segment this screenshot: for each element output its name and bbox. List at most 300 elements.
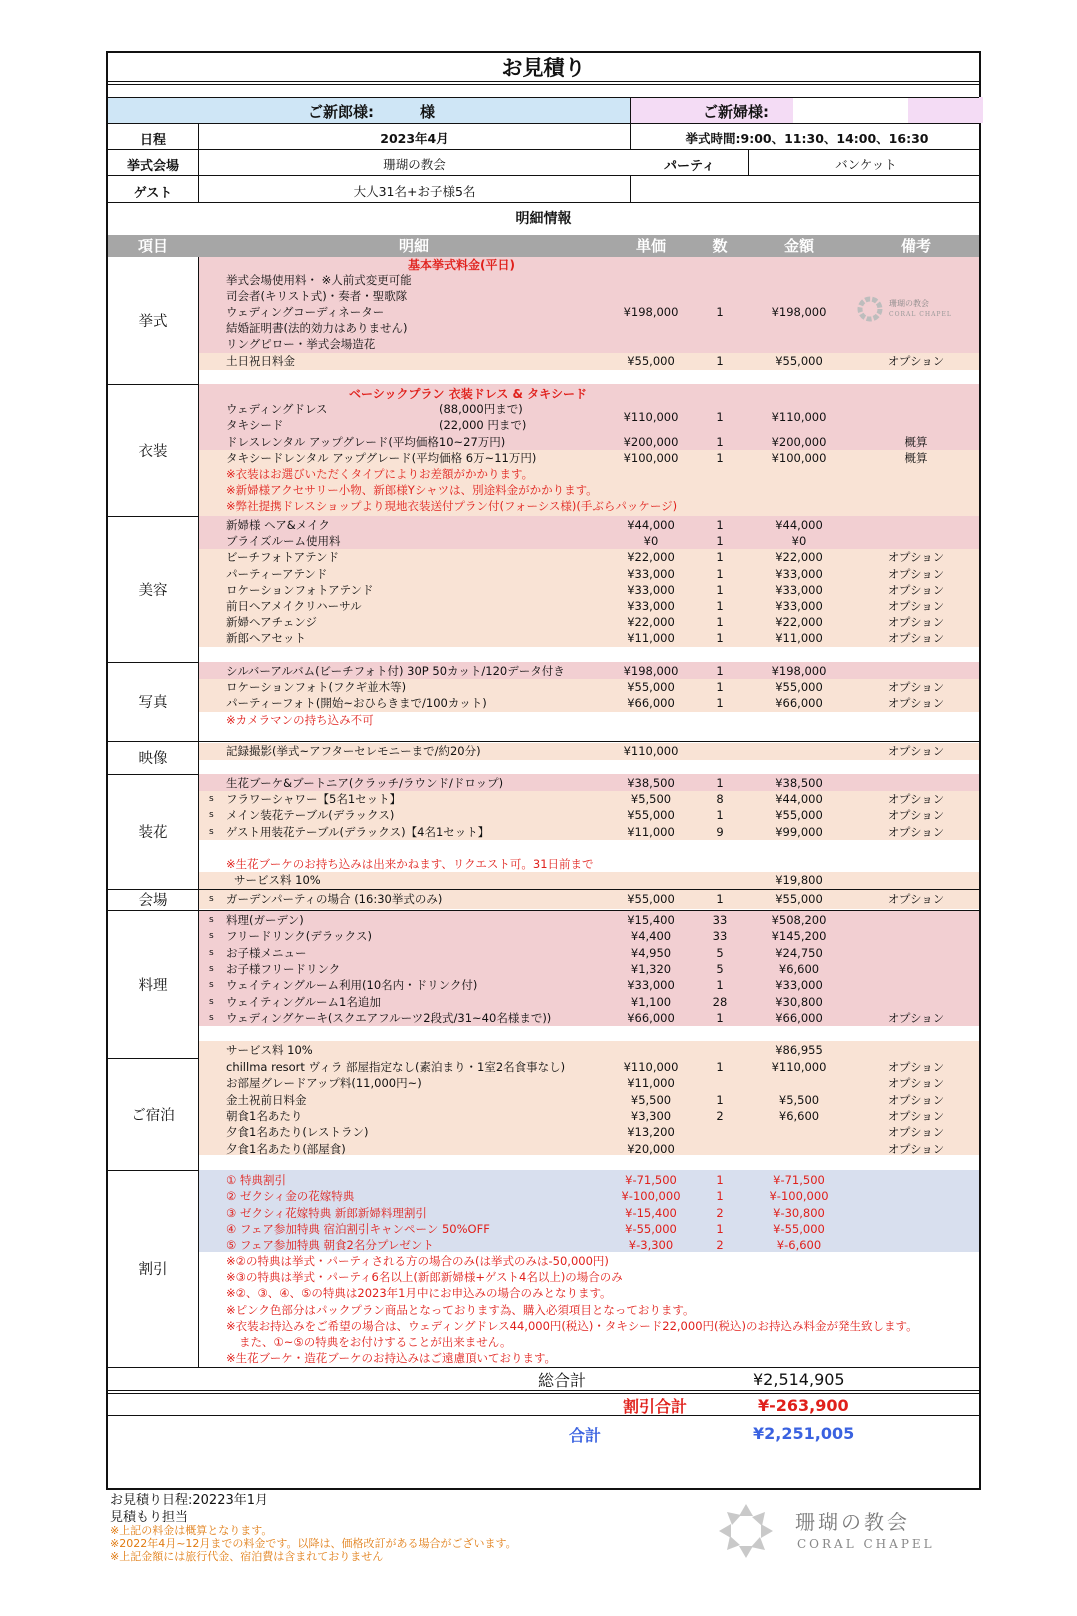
- small-logo-en: CORAL CHAPEL: [889, 311, 952, 318]
- discount-price: ¥-100,000: [621, 1189, 681, 1204]
- discount-amount: ¥-55,000: [773, 1221, 825, 1236]
- discount-qty: 1: [716, 1221, 724, 1236]
- flower-price: ¥11,000: [627, 824, 675, 839]
- discount-price: ¥-71,500: [625, 1173, 677, 1187]
- stay-price: ¥5,500: [630, 1092, 672, 1107]
- tux-upgrade-note: 概算: [904, 451, 928, 465]
- venue-s-mark: s: [209, 894, 214, 904]
- venue-value: 珊瑚の教会: [383, 157, 446, 172]
- title-rule: [108, 81, 979, 82]
- estimate-staff: 見積もり担当: [110, 1510, 189, 1525]
- flower-amount: ¥38,500: [775, 776, 823, 790]
- food-qty: 33: [712, 913, 728, 927]
- details-title: 明細情報: [515, 211, 572, 227]
- cat-venue: 会場: [138, 893, 168, 909]
- food-price: ¥66,000: [627, 1010, 675, 1025]
- cat-beauty: 美容: [138, 582, 168, 599]
- food-price: ¥33,000: [627, 978, 675, 993]
- ceremony-line-5: リングピロー・挙式会場造花: [226, 337, 376, 351]
- flower-row: [199, 791, 979, 808]
- beauty-note: オプション: [887, 582, 945, 597]
- title-rule-2: [108, 84, 979, 85]
- col-item: 項目: [137, 237, 168, 255]
- flower-s-mark: s: [209, 826, 214, 837]
- stay-amount: ¥110,000: [771, 1060, 827, 1074]
- estimate-sheet: [106, 51, 981, 1490]
- party-value: バンケット: [835, 157, 897, 172]
- flower-qty: 1: [716, 808, 724, 823]
- stay-item: 朝食1名あたり: [226, 1108, 303, 1123]
- col-note: 備考: [900, 237, 931, 255]
- groom-label: ご新郎様:: [308, 103, 374, 121]
- beauty-amount: ¥22,000: [775, 550, 823, 565]
- food-s-mark: s: [209, 1012, 214, 1023]
- cat-stay: ご宿泊: [131, 1107, 175, 1124]
- flower-service: サービス料 10%: [234, 873, 321, 887]
- tux-upgrade: タキシードレンタル アップグレード(平均価格 6万~11万円): [226, 451, 537, 465]
- food-price: ¥4,400: [630, 929, 672, 944]
- flower-price: ¥5,500: [630, 792, 672, 807]
- photo-amount: ¥66,000: [775, 696, 823, 711]
- discount-total-value: ¥-263,900: [758, 1396, 849, 1415]
- food-s-mark: s: [209, 931, 214, 942]
- footer-note-3: ※上記金額には旅行代金、宿泊費は含まれておりません: [110, 1550, 384, 1563]
- photo-price: ¥198,000: [623, 664, 679, 678]
- food-price: ¥4,950: [630, 945, 672, 960]
- food-qty: 5: [716, 945, 724, 960]
- stay-row: [199, 1141, 979, 1158]
- discount-note-row: [199, 1253, 979, 1270]
- gross-total-value: ¥2,514,905: [753, 1370, 845, 1389]
- costume-row-2: [199, 450, 979, 467]
- food-row: [199, 912, 979, 929]
- beauty-note: オプション: [887, 550, 945, 565]
- beauty-note: オプション: [887, 566, 945, 581]
- beauty-row: [199, 517, 979, 534]
- dress-upgrade-qty: 1: [716, 435, 724, 449]
- beauty-item: ロケーションフォトアテンド: [226, 582, 374, 597]
- beauty-row: [199, 598, 979, 615]
- discount-note-row: [199, 1269, 979, 1286]
- tux-upgrade-amount: ¥100,000: [771, 451, 827, 465]
- ceremony-line-4: 結婚証明書(法的効力はありません): [226, 321, 408, 335]
- beauty-amount: ¥0: [791, 534, 807, 549]
- food-amount: ¥30,800: [775, 994, 823, 1009]
- dress-upgrade-price: ¥200,000: [623, 435, 679, 449]
- discount-row: [199, 1188, 979, 1205]
- venue-item: ガーデンパーティの場合 (16:30挙式のみ): [226, 892, 443, 906]
- food-item: お子様フリードリンク: [226, 961, 341, 976]
- flower-price: ¥38,500: [627, 776, 675, 790]
- photo-row: [199, 679, 979, 696]
- photo-price: ¥55,000: [627, 680, 675, 695]
- food-qty: 5: [716, 961, 724, 976]
- beauty-qty: 1: [716, 518, 724, 532]
- food-note: オプション: [887, 1010, 945, 1025]
- discount-item: ④ フェア参加特典 宿泊割引キャンペーン 50%OFF: [226, 1221, 490, 1236]
- discount-note-row: [199, 1350, 979, 1367]
- discount-qty: 1: [716, 1189, 724, 1204]
- food-item: お子様メニュー: [226, 945, 307, 960]
- discount-row: [199, 1205, 979, 1222]
- stay-note: オプション: [887, 1060, 945, 1074]
- venue-qty: 1: [716, 892, 724, 906]
- food-qty: 33: [712, 929, 728, 944]
- flower-service-amount: ¥19,800: [775, 873, 823, 887]
- groom-value: 様: [420, 103, 436, 121]
- flower-qty: 8: [716, 792, 724, 807]
- beauty-item: 新婦ヘアチェンジ: [226, 615, 318, 630]
- flower-note: ※生花ブーケのお持ち込みは出来かねます、リクエスト可。31日前まで: [226, 857, 594, 871]
- stay-price: ¥20,000: [627, 1141, 675, 1156]
- gross-total-label: 総合計: [538, 1371, 587, 1390]
- photo-row: [199, 663, 979, 680]
- stay-note: オプション: [887, 1076, 945, 1091]
- stay-item: お部屋グレードアップ料(11,000円~): [226, 1076, 422, 1091]
- food-row: [199, 1010, 979, 1027]
- beauty-item: 新郎ヘアセット: [226, 631, 307, 646]
- discount-note: ※②の特典は挙式・パーティされる方の場合のみ(は挙式のみは-50,000円): [226, 1254, 609, 1268]
- ceremony-line-1: 挙式会場使用料・ ※人前式変更可能: [226, 273, 412, 287]
- discount-note: ※衣装お持込みをご希望の場合は、ウェディングドレス44,000円(税込)・タキシード22,000円(税込)のお持込み料金が発生致します。: [226, 1318, 918, 1333]
- dress-limit: (88,000円まで): [439, 402, 523, 416]
- chapel-logo: [715, 1500, 955, 1564]
- photo-qty: 1: [716, 664, 724, 678]
- ceremony-amount: ¥198,000: [771, 305, 827, 319]
- beauty-item: ビーチフォトアテンド: [226, 550, 340, 565]
- ceremony-extra-row: [199, 353, 979, 370]
- discount-qty: 2: [716, 1205, 724, 1220]
- beauty-row: [199, 614, 979, 631]
- beauty-price: ¥44,000: [627, 518, 675, 532]
- venue-label: 挙式会場: [126, 159, 179, 174]
- food-price: ¥1,320: [630, 961, 672, 976]
- costume-note-1: ※衣装はお選びいただくタイプによりお差額がかかります。: [226, 467, 534, 481]
- discount-amount: ¥-6,600: [776, 1238, 822, 1253]
- ceremony-price: ¥198,000: [623, 305, 679, 319]
- discount-item: ③ ゼクシィ花嫁特典 新郎新婦料理割引: [226, 1205, 427, 1220]
- weekend-fee: 土日祝日料金: [226, 354, 295, 368]
- food-item: ウェイティングルーム1名追加: [226, 994, 381, 1009]
- flower-price: ¥55,000: [627, 808, 675, 823]
- discount-note: ※生花ブーケ・造花ブーケのお持込みはご遠慮頂いております。: [226, 1351, 557, 1366]
- beauty-qty: 1: [716, 582, 724, 597]
- discount-total-label: 割引合計: [623, 1397, 688, 1416]
- ceremony-qty: 1: [716, 305, 724, 319]
- beauty-item: 前日ヘアメイクリハーサル: [226, 599, 362, 613]
- stay-qty: 2: [716, 1108, 724, 1123]
- photo-qty: 1: [716, 696, 724, 711]
- video-note: オプション: [887, 744, 945, 758]
- beauty-qty: 1: [716, 534, 724, 549]
- food-amount: ¥66,000: [775, 1010, 823, 1025]
- beauty-amount: ¥33,000: [775, 599, 823, 613]
- stay-item: 夕食1名あたり(部屋食): [226, 1141, 346, 1156]
- food-price: ¥15,400: [627, 913, 675, 927]
- food-s-mark: s: [209, 996, 214, 1007]
- discount-note-row: [199, 1318, 979, 1335]
- beauty-qty: 1: [716, 631, 724, 646]
- stay-price: ¥3,300: [630, 1108, 672, 1123]
- tux-upgrade-price: ¥100,000: [623, 451, 679, 465]
- weekend-fee-amount: ¥55,000: [775, 354, 823, 368]
- ceremony-line-2: 司会者(キリスト式)・奏者・聖歌隊: [226, 289, 408, 303]
- ceremony-title: 基本挙式料金(平日): [408, 258, 515, 272]
- flower-amount: ¥44,000: [775, 792, 823, 807]
- guest-label: ゲスト: [133, 186, 173, 201]
- photo-item: ロケーションフォト(フクギ並木等): [226, 680, 407, 695]
- cat-flower: 装花: [138, 825, 168, 841]
- stay-price: ¥11,000: [627, 1076, 675, 1091]
- logo-en: CORAL CHAPEL: [797, 1537, 935, 1551]
- discount-note: また、①~⑤の特典をお付けすることが出来ません。: [239, 1335, 512, 1349]
- cat-discount: 割引: [138, 1262, 168, 1278]
- beauty-price: ¥22,000: [627, 615, 675, 630]
- dress-label: ウェディングドレス: [226, 402, 328, 416]
- photo-note: オプション: [887, 696, 945, 711]
- discount-amount: ¥-30,800: [773, 1205, 825, 1220]
- costume-title: ベーシックプラン 衣装ドレス & タキシード: [349, 387, 588, 401]
- photo-amount: ¥55,000: [775, 680, 823, 695]
- stay-note: オプション: [887, 1108, 945, 1123]
- ceremony-time: 挙式時間:9:00、11:30、14:00、16:30: [685, 131, 929, 146]
- beauty-qty: 1: [716, 615, 724, 630]
- food-item: ウェイティングルーム利用(10名内・ドリンク付): [226, 978, 478, 993]
- food-row: [199, 994, 979, 1011]
- discount-item: ② ゼクシィ金の花嫁特典: [226, 1189, 355, 1204]
- flower-item: フラワーシャワー【5名1セット】: [226, 792, 402, 807]
- beauty-row: [199, 566, 979, 583]
- page-title: お見積り: [501, 56, 586, 80]
- food-amount: ¥508,200: [771, 913, 827, 927]
- flower-amount: ¥99,000: [775, 824, 823, 839]
- flower-s-mark: s: [209, 810, 214, 821]
- food-amount: ¥33,000: [775, 978, 823, 993]
- flower-qty: 1: [716, 776, 724, 790]
- small-chapel-emblem-icon: [857, 296, 883, 322]
- photo-amount: ¥198,000: [771, 664, 827, 678]
- small-logo-jp: 珊瑚の教会: [889, 299, 929, 308]
- food-s-mark: s: [209, 963, 214, 974]
- beauty-row: [199, 549, 979, 566]
- beauty-item: ブライズルーム使用料: [226, 534, 341, 549]
- beauty-price: ¥11,000: [627, 631, 675, 646]
- discount-note-row: [199, 1302, 979, 1319]
- costume-note-3: ※弊社提携ドレスショップより現地衣装送付プラン付(フォーシス様)(手ぶらパッケージ): [226, 499, 678, 513]
- beauty-qty: 1: [716, 550, 724, 565]
- discount-note: ※②、③、④、⑤の特典は2023年1月中にお申込みの場合のみとなります。: [226, 1286, 612, 1301]
- stay-note: オプション: [887, 1092, 945, 1107]
- photo-qty: 1: [716, 680, 724, 695]
- food-service-amount: ¥86,955: [775, 1043, 823, 1057]
- photo-item: シルバーアルバム(ビーチフォト付) 30P 50カット/120データ付き: [226, 664, 565, 678]
- col-qty: 数: [712, 237, 728, 255]
- stay-price: ¥110,000: [623, 1060, 679, 1074]
- beauty-row: [199, 533, 979, 550]
- beauty-item: 新婦様 ヘア&メイク: [226, 518, 330, 532]
- costume-plan-amount: ¥110,000: [771, 410, 827, 424]
- video-price: ¥110,000: [623, 744, 679, 758]
- discount-item: ⑤ フェア参加特典 朝食2名分プレゼント: [226, 1238, 434, 1253]
- venue-price: ¥55,000: [627, 892, 675, 906]
- photo-row: [199, 695, 979, 712]
- cat-food: 料理: [138, 977, 168, 994]
- small-chapel-logo: [857, 296, 967, 324]
- stay-row: [199, 1092, 979, 1109]
- net-total-value: ¥2,251,005: [753, 1424, 855, 1443]
- food-amount: ¥145,200: [771, 929, 827, 944]
- flower-row: [199, 807, 979, 824]
- weekend-fee-note: オプション: [887, 354, 945, 368]
- stay-row: [199, 1059, 979, 1076]
- weekend-fee-qty: 1: [716, 354, 724, 368]
- costume-plan-price: ¥110,000: [623, 410, 679, 424]
- beauty-row: [199, 630, 979, 647]
- photo-note: ※カメラマンの持ち込み不可: [226, 713, 374, 727]
- footer-note-2: ※2022年4月~12月までの料金です。以降は、価格改訂がある場合がございます。: [110, 1537, 517, 1550]
- food-s-mark: s: [209, 915, 214, 925]
- food-price: ¥1,100: [630, 994, 672, 1009]
- stay-row: [199, 1124, 979, 1141]
- stay-price: ¥13,200: [627, 1125, 675, 1140]
- discount-note-row: [199, 1334, 979, 1351]
- venue-note: オプション: [887, 892, 945, 906]
- flower-item: メイン装花テーブル(デラックス): [226, 808, 395, 823]
- food-amount: ¥24,750: [775, 945, 823, 960]
- stay-item: 金土祝前日料金: [226, 1092, 307, 1107]
- flower-note: オプション: [887, 824, 945, 839]
- food-qty: 1: [716, 978, 724, 993]
- net-total-label: 合計: [569, 1426, 602, 1445]
- food-item: フリードリンク(デラックス): [226, 929, 372, 944]
- food-item: ウェディングケーキ(スクエアフルーツ2段式/31~40名様まで)): [226, 1010, 552, 1025]
- party-label: パーティ: [664, 159, 715, 174]
- photo-item: パーティーフォト(開始~おひらきまで/100カット): [226, 696, 487, 711]
- food-item: 料理(ガーデン): [226, 913, 304, 927]
- beauty-price: ¥0: [643, 534, 659, 549]
- flower-note: オプション: [887, 792, 945, 807]
- costume-plan-qty: 1: [716, 410, 724, 424]
- beauty-price: ¥33,000: [627, 599, 675, 613]
- tux-label: タキシード: [226, 418, 284, 432]
- beauty-amount: ¥33,000: [775, 582, 823, 597]
- stay-note: オプション: [887, 1141, 945, 1156]
- food-service: サービス料 10%: [226, 1043, 313, 1057]
- photo-note: オプション: [887, 680, 945, 695]
- cat-costume: 衣装: [138, 443, 168, 460]
- beauty-amount: ¥33,000: [775, 566, 823, 581]
- cat-ceremony: 挙式: [138, 314, 168, 330]
- discount-row: [199, 1237, 979, 1254]
- beauty-price: ¥22,000: [627, 550, 675, 565]
- stay-row: [199, 1108, 979, 1125]
- discount-price: ¥-55,000: [625, 1221, 677, 1236]
- food-row: [199, 977, 979, 994]
- tux-limit: (22,000 円まで): [439, 418, 527, 432]
- chapel-emblem-icon: [715, 1500, 777, 1562]
- stay-item: 夕食1名あたり(レストラン): [226, 1125, 369, 1140]
- guest-value: 大人31名+お子様5名: [353, 184, 476, 199]
- cat-video: 映像: [138, 751, 168, 767]
- beauty-amount: ¥22,000: [775, 615, 823, 630]
- flower-item: ゲスト用装花テーブル(デラックス)【4名1セット】: [226, 824, 490, 839]
- food-amount: ¥6,600: [778, 961, 820, 976]
- logo-jp: 珊瑚の教会: [795, 1510, 910, 1534]
- column-header: [108, 235, 979, 257]
- dress-upgrade-note: 概算: [904, 435, 928, 449]
- food-s-mark: s: [209, 947, 214, 958]
- flower-row: [199, 824, 979, 841]
- date-value: 2023年4月: [380, 131, 449, 146]
- ceremony-line-3: ウェディングコーディネーター: [226, 305, 385, 319]
- beauty-note: オプション: [887, 615, 945, 630]
- bride-label: ご新婦様:: [703, 103, 769, 121]
- stay-row: [199, 1075, 979, 1092]
- discount-price: ¥-15,400: [625, 1205, 677, 1220]
- discount-price: ¥-3,300: [628, 1238, 674, 1253]
- stay-amount: ¥6,600: [778, 1108, 820, 1123]
- weekend-fee-price: ¥55,000: [627, 354, 675, 368]
- costume-note-2: ※新婦様アクセサリー小物、新郎様Yシャツは、別途料金がかかります。: [226, 483, 598, 497]
- beauty-amount: ¥44,000: [775, 518, 823, 532]
- discount-amount: ¥-100,000: [769, 1189, 829, 1204]
- col-amount: 金額: [783, 237, 814, 255]
- discount-note: ※ピンク色部分はパックプラン商品となっております為、購入必須項目となっております。: [226, 1302, 695, 1317]
- beauty-qty: 1: [716, 599, 724, 613]
- food-qty: 1: [716, 1010, 724, 1025]
- video-item: 記録撮影(挙式~アフターセレモニーまで/約20分): [226, 744, 481, 758]
- beauty-item: パーティーアテンド: [226, 566, 328, 581]
- discount-qty: 2: [716, 1238, 724, 1253]
- flower-item: 生花ブーケ&ブートニア(クラッチ/ラウンド/ドロップ): [226, 776, 504, 790]
- food-row: [199, 928, 979, 945]
- stay-amount: ¥5,500: [778, 1092, 820, 1107]
- beauty-price: ¥33,000: [627, 566, 675, 581]
- food-row: [199, 945, 979, 962]
- date-label: 日程: [139, 133, 166, 148]
- discount-qty: 1: [716, 1173, 724, 1187]
- beauty-note: オプション: [887, 599, 945, 613]
- flower-note: オプション: [887, 808, 945, 823]
- col-unit-price: 単価: [635, 237, 666, 255]
- food-qty: 28: [712, 994, 728, 1009]
- costume-row-1: [199, 434, 979, 451]
- beauty-note: オプション: [887, 631, 945, 646]
- cat-photo: 写真: [138, 695, 168, 711]
- beauty-qty: 1: [716, 566, 724, 581]
- discount-note-row: [199, 1285, 979, 1302]
- discount-row: [199, 1221, 979, 1238]
- flower-s-mark: s: [209, 794, 214, 805]
- stay-qty: 1: [716, 1060, 724, 1074]
- discount-item: ① 特典割引: [226, 1173, 286, 1187]
- flower-qty: 9: [716, 824, 724, 839]
- flower-amount: ¥55,000: [775, 808, 823, 823]
- stay-item: chillma resort ヴィラ 部屋指定なし(素泊まり・1室2名食事なし): [226, 1060, 566, 1074]
- tux-upgrade-qty: 1: [716, 451, 724, 465]
- col-detail: 明細: [398, 237, 429, 255]
- beauty-amount: ¥11,000: [775, 631, 823, 646]
- dress-upgrade-amount: ¥200,000: [771, 435, 827, 449]
- beauty-row: [199, 582, 979, 599]
- venue-amount: ¥55,000: [775, 892, 823, 906]
- dress-upgrade: ドレスレンタル アップグレード(平均価格10~27万円): [226, 435, 506, 449]
- footer-note-1: ※上記の料金は概算となります。: [110, 1524, 273, 1537]
- discount-note: ※③の特典は挙式・パーティ6名以上(新郎新婦様+ゲスト4名以上)の場合のみ: [226, 1270, 623, 1285]
- food-row: [199, 961, 979, 978]
- stay-qty: 1: [716, 1092, 724, 1107]
- photo-price: ¥66,000: [627, 696, 675, 711]
